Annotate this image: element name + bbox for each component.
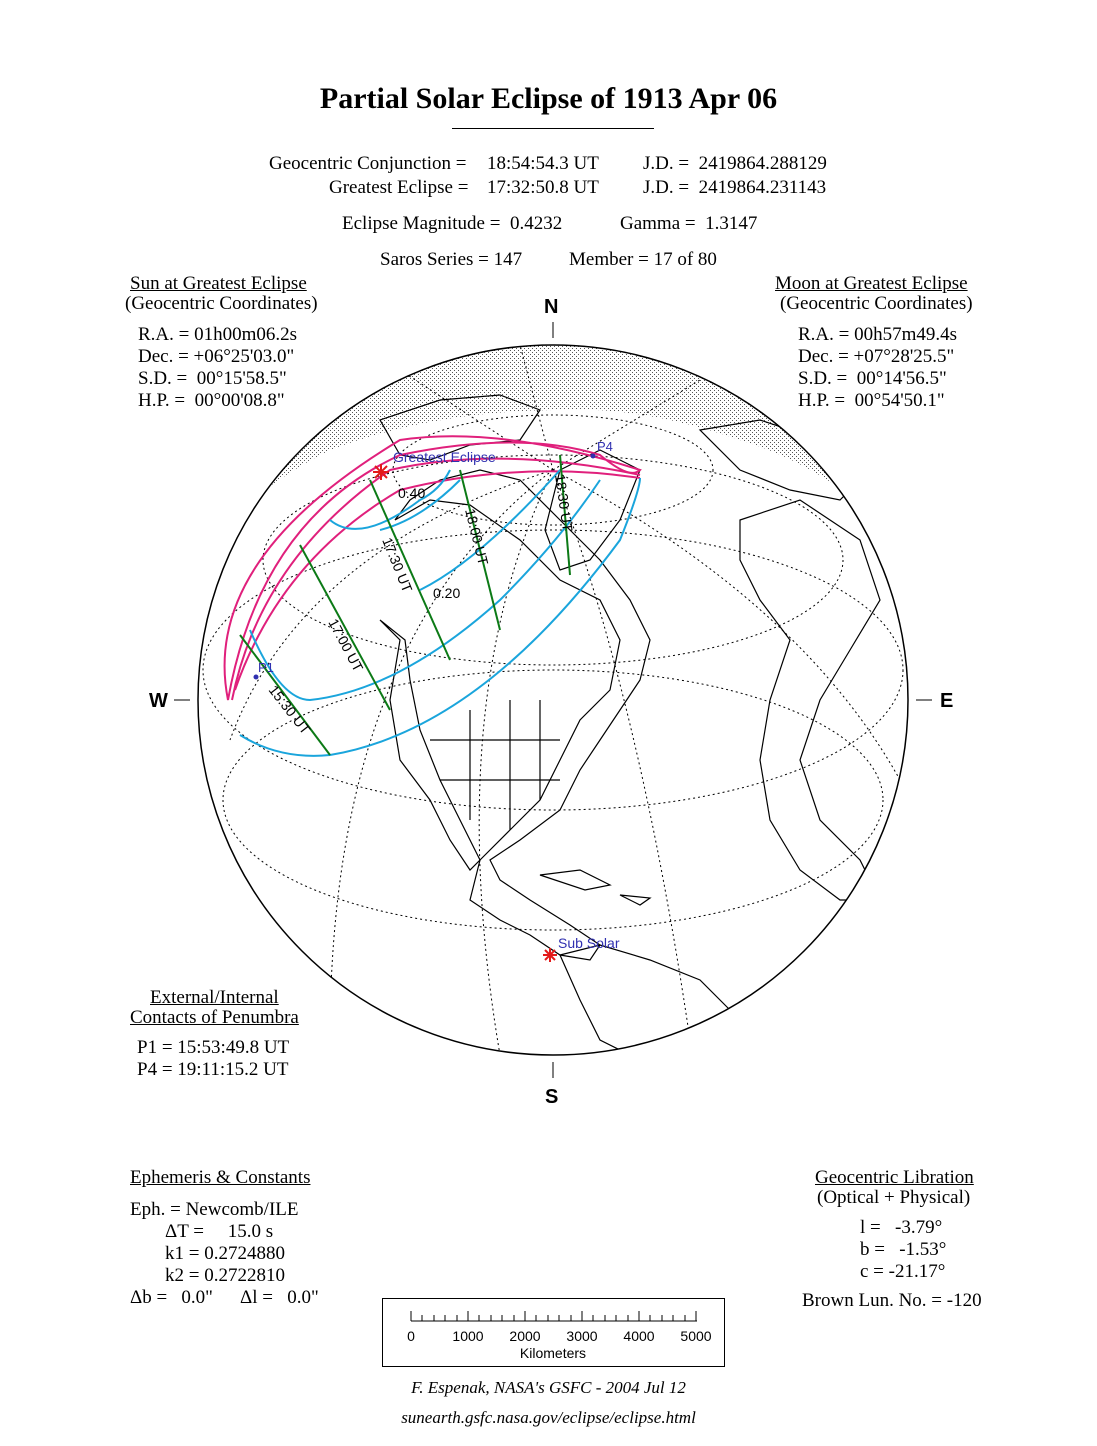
scale-label-3000: 3000 bbox=[566, 1328, 598, 1344]
penumbra-limits bbox=[225, 436, 640, 700]
greatest-eclipse-label: Greatest Eclipse bbox=[393, 449, 496, 465]
compass-south: S bbox=[545, 1086, 559, 1108]
ephemeris-k1: k1 = 0.2724880 bbox=[165, 1243, 285, 1264]
gamma: Gamma = 1.3147 bbox=[620, 213, 758, 234]
moon-sd: S.D. = 00°14'56.5" bbox=[798, 368, 947, 389]
scale-label-1000: 1000 bbox=[452, 1328, 484, 1344]
scale-bar bbox=[382, 1298, 725, 1367]
time-label-1830: 18:30 UT bbox=[552, 473, 576, 533]
night-region bbox=[190, 300, 920, 560]
compass-west: W bbox=[149, 690, 168, 712]
p4-point bbox=[591, 454, 596, 459]
moon-dec: Dec. = +07°28'25.5" bbox=[798, 346, 955, 367]
scale-label-2000: 2000 bbox=[509, 1328, 541, 1344]
time-label-1730: 17:30 UT bbox=[379, 535, 416, 595]
libration-subheading: (Optical + Physical) bbox=[817, 1187, 971, 1208]
conjunction-label: Geocentric Conjunction = bbox=[269, 153, 467, 174]
moon-heading: Moon at Greatest Eclipse bbox=[775, 273, 968, 294]
scale-label-5000: 5000 bbox=[680, 1328, 712, 1344]
moon-subheading: (Geocentric Coordinates) bbox=[780, 293, 973, 314]
moon-hp: H.P. = 00°54'50.1" bbox=[798, 390, 945, 411]
sun-ra: R.A. = 01h00m06.2s bbox=[138, 324, 298, 345]
time-label-1530: 15:30 UT bbox=[265, 681, 314, 738]
p4-label: P4 bbox=[597, 439, 613, 454]
scale-unit: Kilometers bbox=[519, 1345, 587, 1361]
ephemeris-eph: Eph. = Newcomb/ILE bbox=[130, 1199, 299, 1220]
ephemeris-k2: k2 = 0.2722810 bbox=[165, 1265, 285, 1286]
moon-ra: R.A. = 00h57m49.4s bbox=[798, 324, 958, 345]
compass-east: E bbox=[940, 690, 954, 712]
credit-line: F. Espenak, NASA's GSFC - 2004 Jul 12 bbox=[411, 1378, 686, 1397]
contact-p4: P4 = 19:11:15.2 UT bbox=[137, 1059, 289, 1080]
conjunction-time: 18:54:54.3 UT bbox=[487, 153, 599, 174]
eclipse-magnitude: Eclipse Magnitude = 0.4232 bbox=[342, 213, 563, 234]
time-label-1700: 17:00 UT bbox=[325, 615, 367, 675]
libration-l: l = -3.79° bbox=[860, 1217, 943, 1238]
greatest-eclipse-jd: J.D. = 2419864.231143 bbox=[643, 177, 827, 198]
p1-label: P1 bbox=[258, 660, 274, 675]
magnitude-label-020: 0.20 bbox=[433, 585, 461, 601]
greatest-eclipse-label: Greatest Eclipse = bbox=[329, 177, 469, 198]
conjunction-jd: J.D. = 2419864.288129 bbox=[643, 153, 827, 174]
time-label-1800: 18:00 UT bbox=[462, 506, 492, 567]
source-url: sunearth.gsfc.nasa.gov/eclipse/eclipse.html bbox=[401, 1408, 696, 1427]
star-markers bbox=[373, 464, 557, 962]
greatest-eclipse-star-icon bbox=[373, 464, 389, 480]
saros-series: Saros Series = 147 bbox=[380, 249, 523, 270]
libration-b: b = -1.53° bbox=[860, 1239, 947, 1260]
sun-subheading: (Geocentric Coordinates) bbox=[125, 293, 318, 314]
sun-heading: Sun at Greatest Eclipse bbox=[130, 273, 307, 294]
compass-north: N bbox=[544, 296, 559, 318]
contacts-heading: External/Internal bbox=[150, 987, 279, 1008]
brown-lunation: Brown Lun. No. = -120 bbox=[802, 1290, 982, 1311]
sun-sd: S.D. = 00°15'58.5" bbox=[138, 368, 287, 389]
sub-solar-star-icon bbox=[543, 948, 557, 962]
libration-heading: Geocentric Libration bbox=[815, 1167, 974, 1188]
ephemeris-delta-t: ΔT = 15.0 s bbox=[165, 1221, 274, 1242]
ephemeris-delta-b: Δb = 0.0" bbox=[130, 1287, 213, 1308]
contacts-subheading: Contacts of Penumbra bbox=[130, 1007, 299, 1028]
sun-dec: Dec. = +06°25'03.0" bbox=[138, 346, 295, 367]
sub-solar-label: Sub Solar bbox=[558, 935, 620, 951]
ephemeris-heading: Ephemeris & Constants bbox=[130, 1167, 311, 1188]
scale-label-4000: 4000 bbox=[623, 1328, 655, 1344]
p1-point bbox=[254, 675, 259, 680]
libration-c: c = -21.17° bbox=[860, 1261, 946, 1282]
page-title: Partial Solar Eclipse of 1913 Apr 06 bbox=[319, 82, 778, 115]
ephemeris-delta-l: Δl = 0.0" bbox=[240, 1287, 319, 1308]
coastlines bbox=[380, 395, 880, 1060]
greatest-eclipse-time: 17:32:50.8 UT bbox=[487, 177, 599, 198]
sun-hp: H.P. = 00°00'08.8" bbox=[138, 390, 285, 411]
contact-p1: P1 = 15:53:49.8 UT bbox=[137, 1037, 290, 1058]
scale-label-0: 0 bbox=[407, 1328, 415, 1344]
scale-ticks bbox=[383, 1299, 724, 1366]
magnitude-label-040: 0.40 bbox=[398, 485, 426, 501]
saros-member: Member = 17 of 80 bbox=[569, 249, 717, 270]
